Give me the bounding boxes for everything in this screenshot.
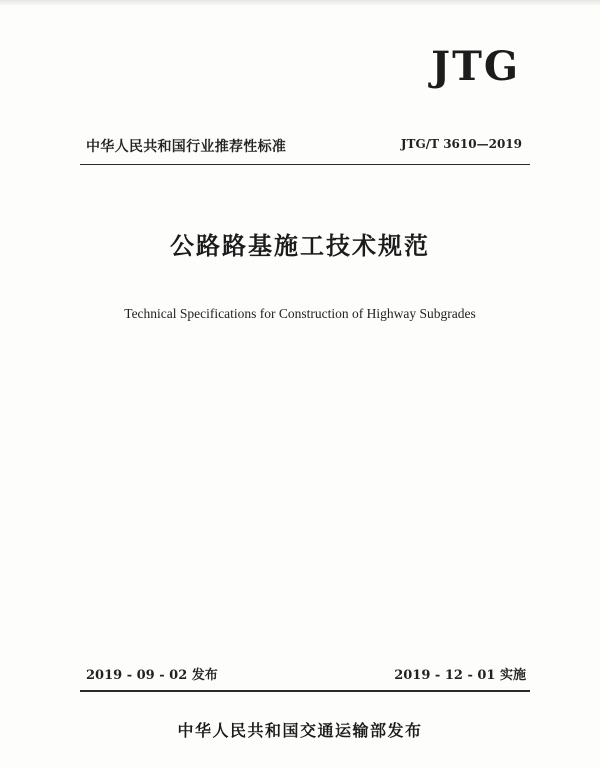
publisher: 中华人民共和国交通运输部发布: [177, 721, 423, 740]
standard-code: JTG/T 3610—2019: [400, 137, 522, 151]
issue-date: 2019 - 09 - 02 发布: [86, 668, 218, 683]
effective-date: 2019 - 12 - 01 实施: [394, 668, 526, 683]
header-divider: [80, 164, 530, 165]
document-title-cn: 公路路基施工技术规范: [170, 232, 430, 260]
footer-divider: [80, 690, 530, 692]
series-title: 中华人民共和国行业推荐性标准: [86, 139, 287, 155]
document-title-en: Technical Specifications for Construction of Highway Subgrades: [124, 306, 476, 321]
jtg-logo: JTG: [431, 43, 520, 90]
header-row: [80, 132, 530, 158]
scan-edge-shadow: [0, 0, 600, 6]
